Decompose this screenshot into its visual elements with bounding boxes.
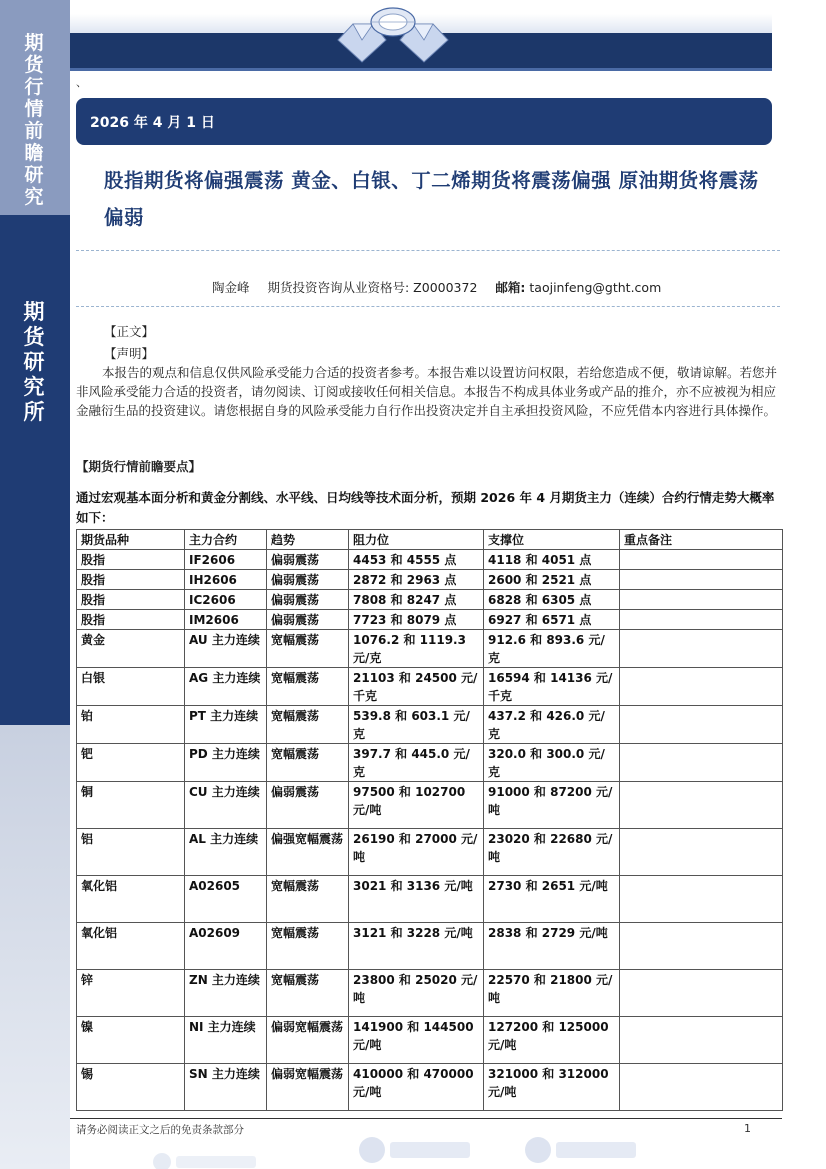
table-row (77, 782, 783, 829)
cell-trend: 偏弱宽幅震荡 (267, 1017, 349, 1064)
cell-variety: 锌 (77, 970, 185, 1017)
cell-contract: NI 主力连续 (185, 1017, 267, 1064)
cell-resistance: 7723 和 8079 点 (349, 610, 484, 630)
cell-support: 16594 和 14136 元/千克 (484, 668, 620, 706)
cell-support: 2838 和 2729 元/吨 (484, 923, 620, 970)
table-row (77, 744, 783, 782)
cell-contract: IF2606 (185, 550, 267, 570)
cell-contract: AG 主力连续 (185, 668, 267, 706)
watermark-logo-icon (150, 1148, 270, 1169)
cell-remarks (620, 590, 783, 610)
cell-contract: IM2606 (185, 610, 267, 630)
watermark-logo-icon (356, 1128, 476, 1169)
cell-variety: 黄金 (77, 630, 185, 668)
cell-remarks (620, 550, 783, 570)
cell-support: 4118 和 4051 点 (484, 550, 620, 570)
col-header-variety: 期货品种 (77, 530, 185, 550)
cell-resistance: 23800 和 25020 元/吨 (349, 970, 484, 1017)
table-row (77, 630, 783, 668)
cell-resistance: 21103 和 24500 元/千克 (349, 668, 484, 706)
cell-variety: 股指 (77, 570, 185, 590)
sidebar-department: 期货研究所 (23, 300, 45, 424)
cell-trend: 偏弱震荡 (267, 550, 349, 570)
cell-remarks (620, 744, 783, 782)
cell-variety: 镍 (77, 1017, 185, 1064)
cell-remarks (620, 610, 783, 630)
cell-resistance: 539.8 和 603.1 元/克 (349, 706, 484, 744)
col-header-support: 支撑位 (484, 530, 620, 550)
cell-variety: 铂 (77, 706, 185, 744)
cell-resistance: 3121 和 3228 元/吨 (349, 923, 484, 970)
cell-support: 127200 和 125000 元/吨 (484, 1017, 620, 1064)
cell-resistance: 4453 和 4555 点 (349, 550, 484, 570)
cell-support: 2600 和 2521 点 (484, 570, 620, 590)
outlook-heading: 【期货行情前瞻要点】 (76, 459, 202, 474)
cell-resistance: 7808 和 8247 点 (349, 590, 484, 610)
table-row (77, 923, 783, 970)
cell-remarks (620, 782, 783, 829)
cell-trend: 偏强宽幅震荡 (267, 829, 349, 876)
cell-contract: A02609 (185, 923, 267, 970)
cell-remarks (620, 706, 783, 744)
cell-resistance: 410000 和 470000 元/吨 (349, 1064, 484, 1111)
table-row (77, 1064, 783, 1111)
author-email[interactable]: taojinfeng@gtht.com (529, 280, 662, 295)
report-title: 股指期货将偏强震荡 黄金、白银、丁二烯期货将震荡偏强 原油期货将震荡偏弱 (104, 169, 759, 229)
cell-support: 91000 和 87200 元/吨 (484, 782, 620, 829)
cell-contract: CU 主力连续 (185, 782, 267, 829)
table-row (77, 590, 783, 610)
watermark-logo-icon (522, 1128, 642, 1169)
cell-trend: 偏弱震荡 (267, 610, 349, 630)
outlook-intro: 通过宏观基本面分析和黄金分割线、水平线、日均线等技术面分析，预期 2026 年 4 月期货主力（连续）合约行情走势大概率如下： (76, 490, 775, 525)
table-row (77, 668, 783, 706)
date-banner (76, 98, 772, 145)
cell-contract: AU 主力连续 (185, 630, 267, 668)
cell-contract: IH2606 (185, 570, 267, 590)
divider (76, 250, 780, 251)
section-zhengwen: 【正文】 (104, 324, 155, 339)
cell-support: 2730 和 2651 元/吨 (484, 876, 620, 923)
cell-remarks (620, 1064, 783, 1111)
cell-variety: 铝 (77, 829, 185, 876)
cell-remarks (620, 668, 783, 706)
cell-contract: AL 主力连续 (185, 829, 267, 876)
col-header-contract: 主力合约 (185, 530, 267, 550)
cell-trend: 宽幅震荡 (267, 706, 349, 744)
cell-resistance: 2872 和 2963 点 (349, 570, 484, 590)
cell-resistance: 3021 和 3136 元/吨 (349, 876, 484, 923)
cell-variety: 钯 (77, 744, 185, 782)
cell-contract: PD 主力连续 (185, 744, 267, 782)
cell-variety: 股指 (77, 590, 185, 610)
cell-trend: 偏弱震荡 (267, 570, 349, 590)
sidebar-mid-panel (0, 215, 70, 725)
cell-support: 912.6 和 893.6 元/克 (484, 630, 620, 668)
sidebar-report-type: 期货行情前瞻研究 (24, 32, 44, 208)
cell-remarks (620, 829, 783, 876)
disclaimer-text: 本报告的观点和信息仅供风险承受能力合适的投资者参考。本报告难以设置访问权限，若给您造成不便，敬请谅解。若您并非风险承受能力合适的投资者，请勿阅读、订阅或接收任何相关信息。本报告不构成具体业务或产品的推介，亦不应被视为相应金融衍生品的投资建议。请您根据自身的风险承受能力自行作出投资决定并自主承担投资风险，不应凭借本内容进行具体操作。 (76, 365, 778, 418)
diamond-logo-icon (318, 2, 468, 66)
cell-trend: 宽幅震荡 (267, 876, 349, 923)
footer-disclaimer-note: 请务必阅读正文之后的免责条款部分 (76, 1124, 244, 1136)
cell-remarks (620, 876, 783, 923)
cell-variety: 氧化铝 (77, 876, 185, 923)
cell-remarks (620, 570, 783, 590)
table-row (77, 550, 783, 570)
cell-support: 437.2 和 426.0 元/克 (484, 706, 620, 744)
cell-trend: 偏弱震荡 (267, 590, 349, 610)
cell-resistance: 97500 和 102700 元/吨 (349, 782, 484, 829)
col-header-trend: 趋势 (267, 530, 349, 550)
cell-contract: IC2606 (185, 590, 267, 610)
cell-trend: 偏弱震荡 (267, 782, 349, 829)
table-row (77, 829, 783, 876)
divider (76, 306, 780, 307)
report-date: 2026 年 4 月 1 日 (90, 115, 215, 131)
cell-support: 6927 和 6571 点 (484, 610, 620, 630)
cell-trend: 宽幅震荡 (267, 668, 349, 706)
header-accent-line (70, 68, 772, 71)
cell-support: 320.0 和 300.0 元/克 (484, 744, 620, 782)
author-qualification: 期货投资咨询从业资格号: Z0000372 (267, 280, 478, 295)
futures-table (76, 529, 783, 1111)
cell-variety: 锡 (77, 1064, 185, 1111)
cell-resistance: 397.7 和 445.0 元/克 (349, 744, 484, 782)
cell-trend: 宽幅震荡 (267, 630, 349, 668)
cell-trend: 偏弱宽幅震荡 (267, 1064, 349, 1111)
col-header-resistance: 阻力位 (349, 530, 484, 550)
cell-variety: 股指 (77, 610, 185, 630)
cell-support: 6828 和 6305 点 (484, 590, 620, 610)
cell-contract: PT 主力连续 (185, 706, 267, 744)
cell-variety: 白银 (77, 668, 185, 706)
col-header-remarks: 重点备注 (620, 530, 783, 550)
table-row (77, 610, 783, 630)
header-tick: 、 (76, 76, 87, 89)
cell-resistance: 26190 和 27000 元/吨 (349, 829, 484, 876)
sidebar (0, 0, 70, 1169)
cell-trend: 宽幅震荡 (267, 970, 349, 1017)
cell-contract: A02605 (185, 876, 267, 923)
cell-contract: ZN 主力连续 (185, 970, 267, 1017)
cell-resistance: 141900 和 144500 元/吨 (349, 1017, 484, 1064)
table-row (77, 970, 783, 1017)
section-shengming: 【声明】 (104, 346, 155, 361)
table-row (77, 706, 783, 744)
email-label: 邮箱: (495, 280, 526, 295)
footer-divider (70, 1118, 782, 1119)
cell-remarks (620, 1017, 783, 1064)
cell-variety: 氧化铝 (77, 923, 185, 970)
table-row (77, 570, 783, 590)
cell-support: 22570 和 21800 元/吨 (484, 970, 620, 1017)
cell-contract: SN 主力连续 (185, 1064, 267, 1111)
cell-variety: 股指 (77, 550, 185, 570)
cell-remarks (620, 923, 783, 970)
cell-support: 23020 和 22680 元/吨 (484, 829, 620, 876)
sidebar-bottom-panel (0, 725, 70, 1169)
cell-remarks (620, 970, 783, 1017)
cell-variety: 铜 (77, 782, 185, 829)
author-line (212, 278, 675, 296)
author-name: 陶金峰 (212, 280, 250, 295)
cell-support: 321000 和 312000 元/吨 (484, 1064, 620, 1111)
table-header-row (77, 530, 783, 550)
table-row (77, 876, 783, 923)
page-number: 1 (744, 1122, 751, 1135)
cell-trend: 宽幅震荡 (267, 744, 349, 782)
table-row (77, 1017, 783, 1064)
cell-trend: 宽幅震荡 (267, 923, 349, 970)
cell-remarks (620, 630, 783, 668)
cell-resistance: 1076.2 和 1119.3 元/克 (349, 630, 484, 668)
